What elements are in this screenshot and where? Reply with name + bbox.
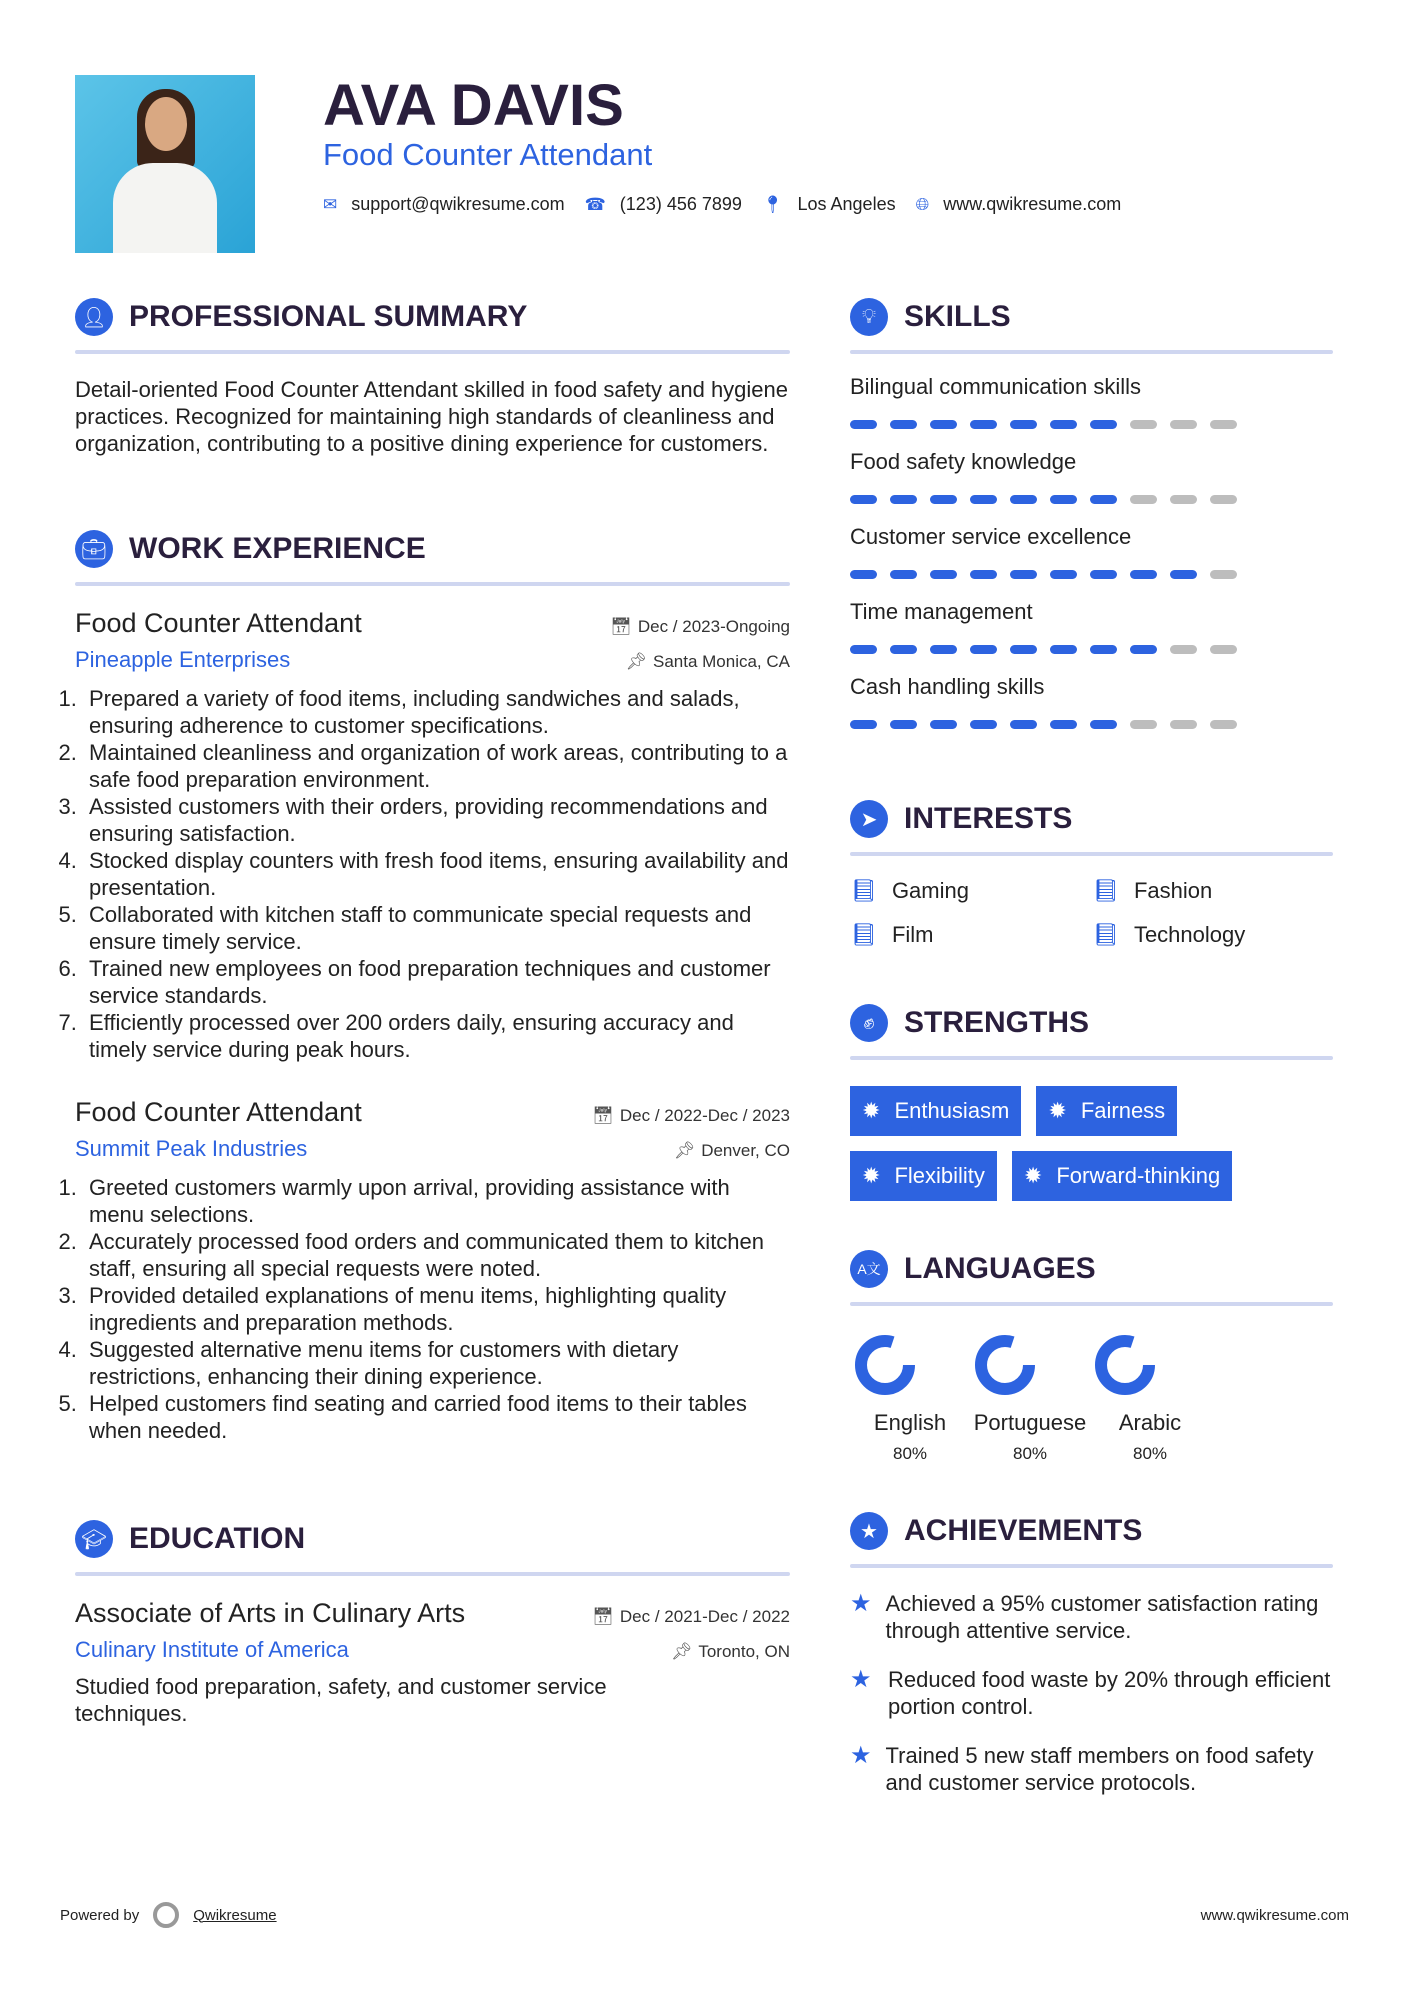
skill-dot xyxy=(1130,420,1157,429)
star-icon: ★ xyxy=(850,1742,872,1769)
skill-dot xyxy=(1090,570,1117,579)
profile-photo xyxy=(75,75,255,253)
calendar-icon: 📅︎ xyxy=(592,1607,614,1626)
school: Culinary Institute of America xyxy=(75,1637,349,1662)
job-title: Food Counter Attendant xyxy=(75,1097,362,1127)
interests-section xyxy=(850,800,1333,948)
education-section xyxy=(75,1520,790,1727)
skill-dot xyxy=(1170,420,1197,429)
interest-label: Film xyxy=(891,922,934,947)
pin-icon: 📌︎ xyxy=(625,652,647,671)
award-icon: ★ xyxy=(850,1512,888,1550)
interest-item xyxy=(850,878,1092,904)
skill-dot xyxy=(1010,420,1037,429)
skill-level-bar xyxy=(850,420,1333,429)
skill-dot xyxy=(850,420,877,429)
language-percent: 80% xyxy=(892,1444,928,1463)
star-icon: ★ xyxy=(850,1590,872,1617)
skill-dot xyxy=(1090,645,1117,654)
skill-dot xyxy=(890,720,917,729)
job-entry xyxy=(75,608,790,1063)
education-text: Studied food preparation, safety, and customer service techniques. xyxy=(75,1674,607,1726)
footer-url[interactable]: www.qwikresume.com xyxy=(1200,1906,1349,1924)
candidate-name: AVA DAVIS xyxy=(323,73,624,138)
skill-dot xyxy=(1130,645,1157,654)
language-icon: A文 xyxy=(850,1250,888,1288)
degree: Associate of Arts in Culinary Arts xyxy=(75,1598,466,1628)
skill-item xyxy=(850,599,1333,654)
badge-icon: ✹ xyxy=(862,1163,881,1188)
divider xyxy=(75,582,790,586)
skill-dot xyxy=(850,720,877,729)
skill-dot xyxy=(1130,570,1157,579)
strength-badge xyxy=(1012,1151,1232,1201)
skill-item xyxy=(850,524,1333,579)
strength-badge xyxy=(1036,1086,1177,1136)
skill-item xyxy=(850,674,1333,729)
interest-item xyxy=(1092,922,1334,948)
achievement-item xyxy=(850,1590,1333,1644)
interest-item xyxy=(1092,878,1334,904)
skill-name: Bilingual communication skills xyxy=(850,374,1142,399)
section-heading: ACHIEVEMENTS xyxy=(904,1514,1143,1547)
skill-dot xyxy=(1010,720,1037,729)
footer xyxy=(60,1902,1349,1928)
experience-section xyxy=(75,530,790,1444)
interest-label: Fashion xyxy=(1133,878,1213,903)
pin-icon: 📌︎ xyxy=(670,1642,693,1661)
language-item xyxy=(1090,1330,1210,1464)
job-title: Food Counter Attendant xyxy=(75,608,362,638)
language-ring xyxy=(970,1330,1040,1400)
email-icon: ✉ xyxy=(323,194,338,214)
skill-dot xyxy=(930,570,957,579)
briefcase-icon: 💼︎ xyxy=(75,530,113,568)
badge-icon: ✹ xyxy=(1023,1163,1043,1188)
job-bullets xyxy=(65,685,790,1063)
achievement-text: Achieved a 95% customer satisfaction rating through attentive service. xyxy=(885,1591,1319,1643)
divider xyxy=(850,852,1333,856)
skill-dot xyxy=(1210,495,1237,504)
book-icon: 📘︎ xyxy=(850,922,878,947)
section-heading: PROFESSIONAL SUMMARY xyxy=(129,300,528,333)
skill-dot xyxy=(850,645,877,654)
user-icon: 👤︎ xyxy=(75,298,113,336)
summary-text: Detail-oriented Food Counter Attendant skilled in food safety and hygiene practices. Recognized for maintaining high standards of cleanliness and organization, contributing to a positive dining experience for customers. xyxy=(75,377,789,456)
skill-name: Customer service excellence xyxy=(850,524,1132,549)
achievements-section xyxy=(850,1512,1333,1796)
achievement-item xyxy=(850,1666,1333,1720)
job-title: Food Counter Attendant xyxy=(323,137,653,172)
skill-dot xyxy=(1050,645,1077,654)
section-heading: INTERESTS xyxy=(904,802,1073,835)
language-percent: 80% xyxy=(1012,1444,1048,1463)
skill-name: Cash handling skills xyxy=(850,674,1045,699)
language-name: English xyxy=(873,1410,947,1435)
job-location: Santa Monica, CA xyxy=(652,652,790,671)
bullet-item: 3. Provided detailed explanations of menu items, highlighting quality ingredients and preparation methods. xyxy=(83,1282,790,1336)
bullet-item: 5. Helped customers find seating and carried food items to their tables when needed. xyxy=(83,1390,790,1444)
skill-dot xyxy=(1090,420,1117,429)
interest-item xyxy=(850,922,1092,948)
section-heading: LANGUAGES xyxy=(904,1252,1096,1285)
divider xyxy=(850,350,1333,354)
skill-dot xyxy=(850,570,877,579)
globe-icon: 🌐︎ xyxy=(915,194,930,214)
bullet-item: 4. Suggested alternative menu items for customers with dietary restrictions, enhancing their dining experience. xyxy=(83,1336,790,1390)
skill-dot xyxy=(1170,570,1197,579)
divider xyxy=(75,1572,790,1576)
book-icon: 📘︎ xyxy=(1092,922,1120,947)
email[interactable]: support@qwikresume.com xyxy=(351,194,565,214)
skill-name: Time management xyxy=(850,599,1033,624)
education-location: Toronto, ON xyxy=(698,1642,790,1661)
graduation-icon: 🎓︎ xyxy=(75,1520,113,1558)
skill-dot xyxy=(970,570,997,579)
achievement-text: Trained 5 new staff members on food safety and customer service protocols. xyxy=(885,1743,1314,1795)
skill-dot xyxy=(1170,645,1197,654)
job-bullets xyxy=(65,1174,790,1444)
strength-label: Fairness xyxy=(1080,1098,1166,1123)
lightbulb-icon: 💡︎ xyxy=(850,298,888,336)
fist-icon: ✊︎ xyxy=(850,1004,888,1042)
paper-plane-icon: ➤ xyxy=(850,800,888,838)
skill-dot xyxy=(1210,420,1237,429)
skill-dot xyxy=(890,570,917,579)
skill-dot xyxy=(1090,495,1117,504)
job-entry xyxy=(75,1097,790,1444)
strengths-section xyxy=(850,1004,1333,1201)
skill-dot xyxy=(1130,720,1157,729)
skill-name: Food safety knowledge xyxy=(850,449,1077,474)
skill-dot xyxy=(970,495,997,504)
skill-dot xyxy=(930,720,957,729)
bullet-item: 2. Accurately processed food orders and communicated them to kitchen staff, ensuring all special requests were noted. xyxy=(83,1228,790,1282)
bullet-item: 2. Maintained cleanliness and organization of work areas, contributing to a safe food preparation environment. xyxy=(83,739,790,793)
website[interactable]: www.qwikresume.com xyxy=(943,194,1122,214)
skill-dot xyxy=(1210,720,1237,729)
contact-bar xyxy=(323,194,1141,215)
achievement-item xyxy=(850,1742,1333,1796)
calendar-icon: 📅︎ xyxy=(592,1106,614,1125)
interest-label: Gaming xyxy=(891,878,969,903)
section-heading: WORK EXPERIENCE xyxy=(129,532,426,565)
skill-level-bar xyxy=(850,495,1333,504)
skill-dot xyxy=(890,420,917,429)
brand-link[interactable]: Qwikresume xyxy=(193,1906,277,1924)
bullet-item: 3. Assisted customers with their orders, providing recommendations and ensuring satisfaction. xyxy=(83,793,790,847)
book-icon: 📘︎ xyxy=(1092,878,1120,903)
section-heading: EDUCATION xyxy=(129,1522,306,1555)
skill-dot xyxy=(1170,495,1197,504)
location-pin-icon: 📍︎ xyxy=(761,194,784,214)
bullet-item: 4. Stocked display counters with fresh food items, ensuring availability and presentation. xyxy=(83,847,790,901)
skill-dot xyxy=(1050,420,1077,429)
job-date: Dec / 2022-Dec / 2023 xyxy=(619,1106,790,1125)
skill-dot xyxy=(1050,570,1077,579)
divider xyxy=(850,1302,1333,1306)
calendar-icon: 📅︎ xyxy=(610,617,632,636)
phone-icon: ☎ xyxy=(584,194,606,214)
skill-dot xyxy=(930,420,957,429)
skill-dot xyxy=(1010,570,1037,579)
bullet-item: 5. Collaborated with kitchen staff to communicate special requests and ensure timely service. xyxy=(83,901,790,955)
strength-label: Flexibility xyxy=(894,1163,985,1188)
skill-dot xyxy=(1210,570,1237,579)
skills-section xyxy=(850,298,1333,729)
language-name: Portuguese xyxy=(973,1410,1087,1435)
star-icon: ★ xyxy=(850,1666,872,1693)
section-heading: SKILLS xyxy=(904,300,1011,333)
company: Pineapple Enterprises xyxy=(75,647,291,672)
skill-dot xyxy=(1090,720,1117,729)
skill-dot xyxy=(1010,495,1037,504)
summary-section xyxy=(75,298,790,457)
powered-by: Powered by xyxy=(60,1906,140,1924)
bullet-item: 6. Trained new employees on food preparation techniques and customer service standards. xyxy=(83,955,790,1009)
skill-dot xyxy=(970,420,997,429)
book-icon: 📘︎ xyxy=(850,878,878,903)
language-item xyxy=(850,1330,970,1464)
interest-label: Technology xyxy=(1133,922,1246,947)
skill-dot xyxy=(930,645,957,654)
skill-dot xyxy=(850,495,877,504)
location: Los Angeles xyxy=(797,194,896,214)
skill-dot xyxy=(1050,720,1077,729)
phone: (123) 456 7899 xyxy=(619,194,742,214)
qwikresume-logo-icon xyxy=(153,1902,179,1928)
skill-dot xyxy=(1010,645,1037,654)
badge-icon: ✹ xyxy=(862,1098,881,1123)
job-date: Dec / 2023-Ongoing xyxy=(637,617,790,636)
achievement-text: Reduced food waste by 20% through efficient portion control. xyxy=(887,1667,1331,1719)
bullet-item: 7. Efficiently processed over 200 orders daily, ensuring accuracy and timely service during peak hours. xyxy=(83,1009,790,1063)
bullet-item: 1. Prepared a variety of food items, including sandwiches and salads, ensuring adherence to customer specifications. xyxy=(83,685,790,739)
language-ring xyxy=(1090,1330,1160,1400)
section-heading: STRENGTHS xyxy=(904,1006,1090,1039)
skill-dot xyxy=(1210,645,1237,654)
language-name: Arabic xyxy=(1118,1410,1182,1435)
skill-dot xyxy=(1130,495,1157,504)
skill-level-bar xyxy=(850,720,1333,729)
skill-level-bar xyxy=(850,645,1333,654)
skill-dot xyxy=(1170,720,1197,729)
strength-badge xyxy=(850,1086,1021,1136)
job-location: Denver, CO xyxy=(701,1141,790,1160)
company: Summit Peak Industries xyxy=(75,1136,308,1161)
badge-icon: ✹ xyxy=(1048,1098,1067,1123)
skill-dot xyxy=(890,645,917,654)
skill-dot xyxy=(1050,495,1077,504)
skill-dot xyxy=(890,495,917,504)
language-percent: 80% xyxy=(1132,1444,1168,1463)
strength-label: Enthusiasm xyxy=(894,1098,1010,1123)
skill-dot xyxy=(970,645,997,654)
language-ring xyxy=(850,1330,920,1400)
divider xyxy=(850,1056,1333,1060)
skill-level-bar xyxy=(850,570,1333,579)
divider xyxy=(850,1564,1333,1568)
education-date: Dec / 2021-Dec / 2022 xyxy=(619,1607,790,1626)
divider xyxy=(75,350,790,354)
skill-dot xyxy=(930,495,957,504)
skill-item xyxy=(850,449,1333,504)
skill-item xyxy=(850,374,1333,429)
pin-icon: 📌︎ xyxy=(673,1141,696,1160)
language-item xyxy=(970,1330,1090,1464)
bullet-item: 1. Greeted customers warmly upon arrival, providing assistance with menu selections. xyxy=(83,1174,790,1228)
skill-dot xyxy=(970,720,997,729)
strength-badge xyxy=(850,1151,997,1201)
strength-label: Forward-thinking xyxy=(1056,1163,1221,1188)
languages-section xyxy=(850,1250,1333,1464)
